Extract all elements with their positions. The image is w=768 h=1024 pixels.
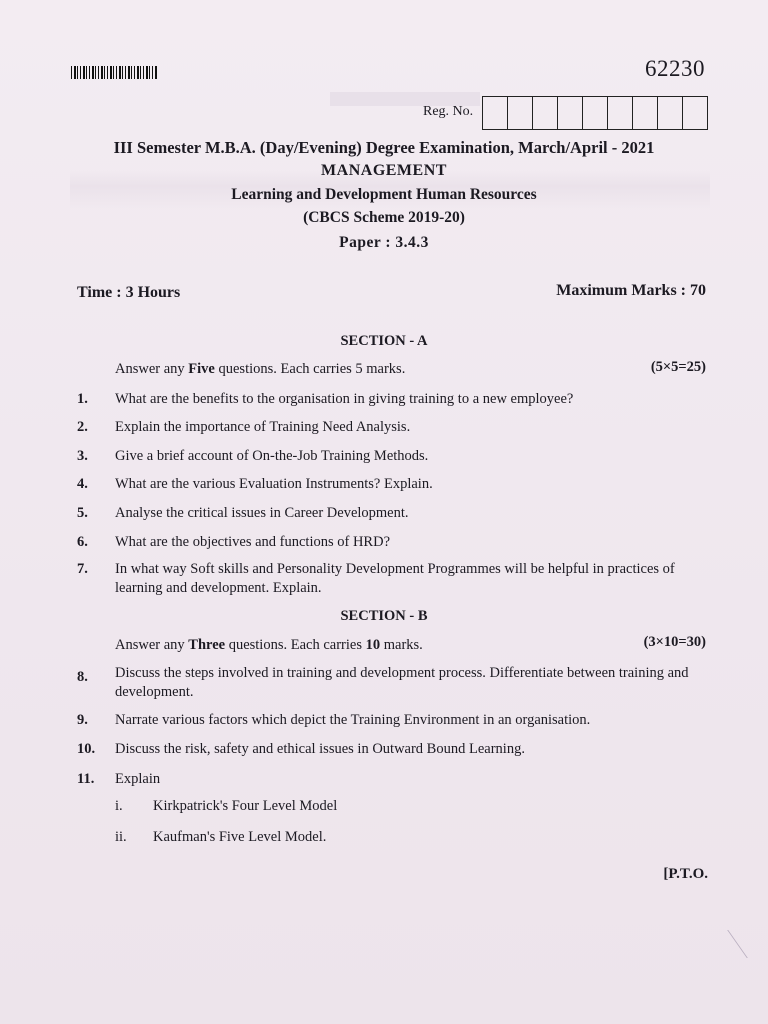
- reg-no-cell: [533, 97, 558, 129]
- question-number: 11.: [77, 771, 95, 787]
- question-text: What are the objectives and functions of HRD?: [115, 534, 391, 550]
- reg-no-cell: [633, 97, 658, 129]
- question-text: In what way Soft skills and Personality Development Programmes will be helpful in practices of learning and development. Explain.: [115, 561, 675, 596]
- reg-no-cell: [683, 97, 707, 129]
- question-text: What are the various Evaluation Instruments? Explain.: [115, 476, 433, 492]
- please-turn-over: [P.T.O.: [663, 866, 708, 882]
- question-text: Explain: [115, 771, 161, 787]
- instruction-marks: 10: [365, 637, 381, 653]
- paper-code: 62230: [645, 56, 705, 81]
- question-number: 2.: [77, 419, 88, 435]
- subject: MANAGEMENT: [321, 162, 447, 179]
- instruction-count: Three: [188, 637, 226, 653]
- question-number: 10.: [77, 741, 96, 757]
- instruction-text: Answer any: [115, 361, 189, 377]
- question-text: Narrate various factors which depict the Training Environment in an organisation.: [115, 712, 591, 728]
- question-number: 6.: [77, 534, 88, 550]
- question-number: 7.: [77, 561, 88, 577]
- reg-no-boxes: [482, 96, 708, 130]
- question-text: Analyse the critical issues in Career Development.: [115, 505, 409, 521]
- time-allowed: Time : 3 Hours: [77, 284, 181, 301]
- question-text: Give a brief account of On-the-Job Training Methods.: [115, 448, 429, 464]
- instruction-text: questions. Each carries 5 marks.: [214, 361, 406, 377]
- course-title: Learning and Development Human Resources: [231, 186, 537, 203]
- sub-item-text: Kaufman's Five Level Model.: [153, 829, 327, 845]
- instruction-text: marks.: [380, 637, 423, 653]
- sub-item-number: ii.: [115, 829, 127, 845]
- section-a-instruction: [115, 361, 405, 378]
- barcode: [71, 66, 157, 79]
- question-text: What are the benefits to the organisation in giving training to a new employee?: [115, 391, 574, 407]
- instruction-text: questions. Each carries: [225, 637, 366, 653]
- paper-number: Paper : 3.4.3: [339, 234, 429, 251]
- instruction-text: Answer any: [115, 637, 189, 653]
- reg-no-cell: [608, 97, 633, 129]
- reg-no-cell: [483, 97, 508, 129]
- section-b-marks: (3×10=30): [643, 634, 706, 650]
- question-number: 5.: [77, 505, 88, 521]
- section-b-instruction: [115, 637, 423, 654]
- question-text: Explain the importance of Training Need Analysis.: [115, 419, 411, 435]
- question-number: 3.: [77, 448, 88, 464]
- question-text: Discuss the risk, safety and ethical issues in Outward Bound Learning.: [115, 741, 525, 757]
- sub-item-text: Kirkpatrick's Four Level Model: [153, 798, 338, 814]
- reg-no-cell: [658, 97, 683, 129]
- section-b-heading: SECTION - B: [340, 608, 428, 624]
- reg-no-label: Reg. No.: [423, 104, 474, 119]
- exam-title: III Semester M.B.A. (Day/Evening) Degree Examination, March/April - 2021: [113, 138, 655, 157]
- question-text: Discuss the steps involved in training and development process. Differentiate between training and development.: [115, 665, 689, 700]
- section-a-marks: (5×5=25): [650, 359, 706, 375]
- reg-no-cell: [558, 97, 583, 129]
- sub-item-number: i.: [115, 798, 123, 814]
- instruction-count: Five: [188, 361, 215, 377]
- scheme: (CBCS Scheme 2019-20): [303, 209, 465, 226]
- question-number: 9.: [77, 712, 88, 728]
- question-number: 1.: [77, 391, 88, 407]
- section-a-heading: SECTION - A: [340, 333, 428, 349]
- page-curl-mark: [727, 930, 768, 958]
- question-number: 8.: [77, 669, 88, 685]
- reg-no-cell: [508, 97, 533, 129]
- reg-no-cell: [583, 97, 608, 129]
- maximum-marks: Maximum Marks : 70: [556, 282, 706, 299]
- question-number: 4.: [77, 476, 88, 492]
